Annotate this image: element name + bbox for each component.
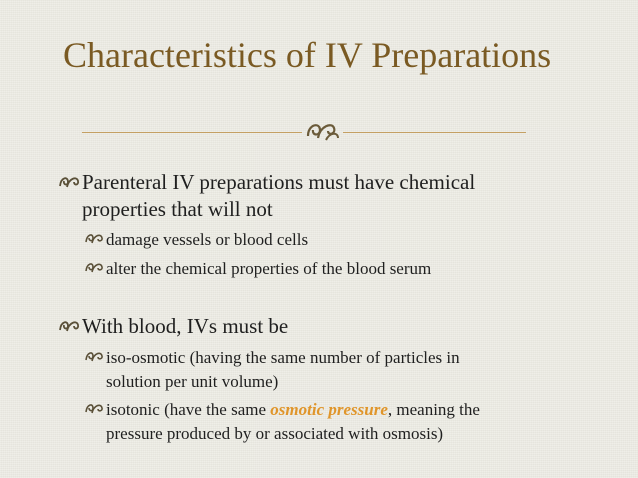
bullet-2-text: With blood, IVs must be	[82, 314, 289, 338]
sub-bullet-2-2-continued: pressure produced by or associated with osmosis)	[106, 424, 444, 443]
sub-bullet-2-1-text: iso-osmotic (having the same number of particles in	[106, 348, 460, 367]
curl-bullet-icon	[58, 317, 82, 333]
curl-bullet-icon	[84, 401, 106, 415]
curl-bullet-icon	[58, 173, 82, 189]
sub-bullet-2-1	[84, 348, 460, 368]
sub-bullet-1-2	[84, 259, 431, 279]
bullet-1-continued: properties that will not	[82, 197, 273, 221]
osmotic-pressure-highlight: osmotic pressure	[270, 400, 388, 419]
ornament-icon	[304, 114, 342, 144]
sub-bullet-2-2	[84, 400, 480, 420]
sub-bullet-1-1-text: damage vessels or blood cells	[106, 230, 309, 249]
bullet-1-text: Parenteral IV preparations must have chemical	[82, 170, 476, 194]
sub-bullet-2-2-text-after: , meaning the	[387, 400, 480, 419]
sub-bullet-1-1	[84, 230, 308, 250]
sub-bullet-1-2-text: alter the chemical properties of the blood serum	[106, 259, 432, 278]
divider-right-rule	[343, 132, 526, 133]
slide-title: Characteristics of IV Preparations	[63, 35, 552, 75]
sub-bullet-2-1-continued: solution per unit volume)	[106, 372, 279, 391]
curl-bullet-icon	[84, 260, 106, 274]
curl-bullet-icon	[84, 349, 106, 363]
curl-bullet-icon	[84, 231, 106, 245]
bullet-2	[58, 314, 288, 339]
divider-left-rule	[82, 132, 302, 133]
sub-bullet-2-2-text-before: isotonic (have the same	[106, 400, 271, 419]
bullet-1	[58, 170, 475, 195]
